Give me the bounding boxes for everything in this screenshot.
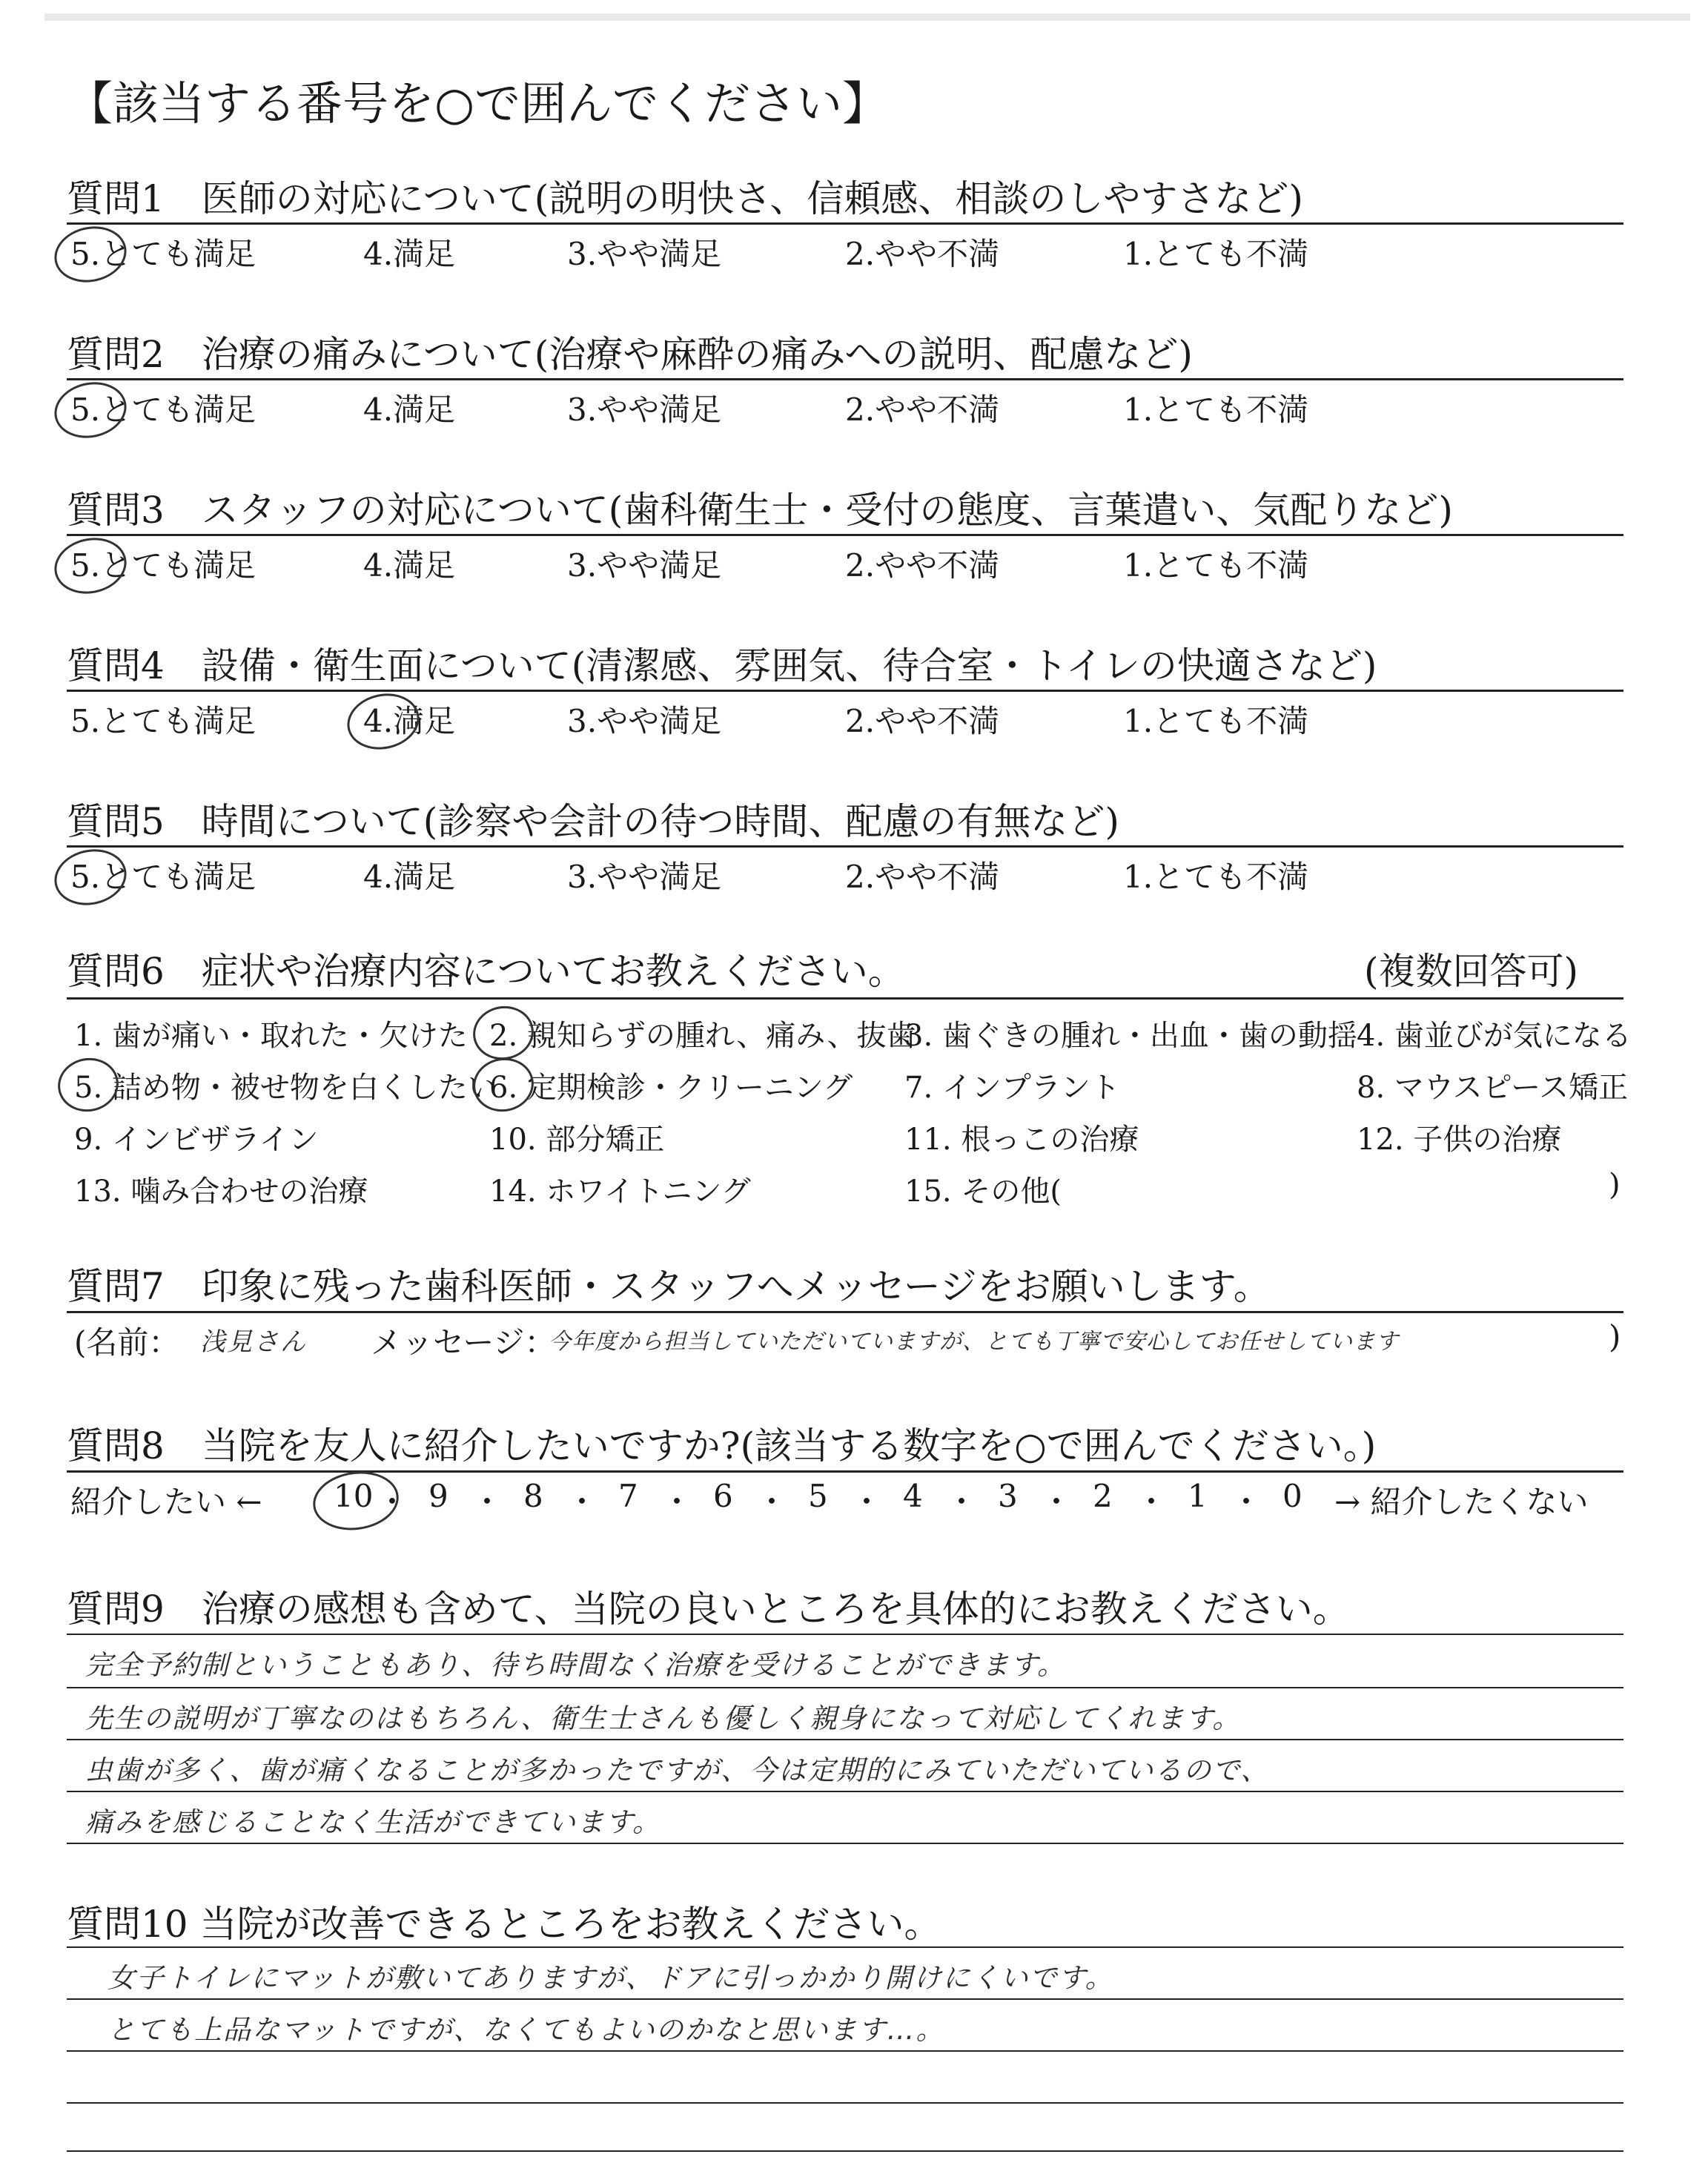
q10-rule-5	[67, 2150, 1623, 2152]
q3-rule	[67, 534, 1623, 536]
q7-rule	[67, 1311, 1623, 1313]
q8-separator: ・	[1231, 1484, 1262, 1520]
q9-answer-line-3[interactable]: 虫歯が多く、歯が痛くなることが多かったですが、今は定期的にみていただいているので、	[85, 1754, 1270, 1786]
q8-separator: ・	[1041, 1484, 1073, 1520]
q1-rule	[67, 222, 1623, 225]
q8-option-10[interactable]: 10	[334, 1478, 374, 1514]
q9-rule-2	[67, 1687, 1623, 1688]
q8-option-4[interactable]: 4	[903, 1478, 923, 1514]
q4-title: 質問4 設備・衛生面について(清潔感、雰囲気、待合室・トイレの快適さなど)	[67, 644, 1377, 687]
q6-selected-circle-5	[53, 1053, 122, 1116]
q4-option-1[interactable]: 1.とても不満	[1123, 703, 1309, 739]
q8-option-8[interactable]: 8	[523, 1478, 543, 1514]
q1-option-4[interactable]: 4.満足	[363, 236, 456, 272]
q9-rule-5	[67, 1843, 1623, 1844]
q1-option-2[interactable]: 2.やや不満	[845, 236, 1000, 272]
q6-other-close-paren: )	[1609, 1168, 1621, 1202]
q6-option-15[interactable]: 15. その他(	[904, 1175, 1062, 1209]
q8-option-2[interactable]: 2	[1093, 1478, 1113, 1514]
q8-separator: ・	[946, 1484, 978, 1520]
q6-option-10[interactable]: 10. 部分矯正	[489, 1123, 665, 1157]
q4-option-3[interactable]: 3.やや満足	[567, 703, 722, 739]
q8-option-1[interactable]: 1	[1188, 1478, 1208, 1514]
q10-answer-line-2[interactable]: とても上品なマットですが、なくてもよいのかなと思います…。	[107, 2014, 945, 2046]
q8-option-6[interactable]: 6	[713, 1478, 733, 1514]
q9-title: 質問9 治療の感想も含めて、当院の良いところを具体的にお教えください。	[67, 1588, 1350, 1631]
scan-edge	[44, 13, 1690, 21]
q1-option-5[interactable]: 5.とても満足	[70, 236, 256, 272]
q8-separator: ・	[377, 1484, 408, 1520]
q6-rule	[67, 997, 1623, 1000]
q10-answer-line-1[interactable]: 女子トイレにマットが敷いてありますが、ドアに引っかかり開けにくいです。	[107, 1962, 1114, 1994]
q2-option-5[interactable]: 5.とても満足	[70, 392, 256, 428]
q8-separator: ・	[851, 1484, 883, 1520]
q8-left-label: 紹介したい ←	[70, 1484, 262, 1520]
q7-message-label: メッセージ：	[371, 1324, 556, 1361]
q10-rule-2	[67, 1998, 1623, 2000]
q4-option-4[interactable]: 4.満足	[363, 703, 456, 739]
page-heading: 【該当する番号を○で囲んでください】	[67, 76, 889, 131]
q1-option-1[interactable]: 1.とても不満	[1123, 236, 1309, 272]
q5-option-2[interactable]: 2.やや不満	[845, 859, 1000, 895]
q6-option-13[interactable]: 13. 噛み合わせの治療	[74, 1175, 368, 1209]
q4-option-5[interactable]: 5.とても満足	[70, 703, 256, 739]
q6-option-3[interactable]: 3. 歯ぐきの腫れ・出血・歯の動揺	[904, 1019, 1357, 1053]
q2-rule	[67, 378, 1623, 380]
q5-option-5[interactable]: 5.とても満足	[70, 859, 256, 895]
q2-option-1[interactable]: 1.とても不満	[1123, 392, 1309, 428]
q9-answer-line-2[interactable]: 先生の説明が丁寧なのはもちろん、衛生士さんも優しく親身になって対応してくれます。	[85, 1702, 1242, 1734]
q5-rule	[67, 845, 1623, 848]
q6-selected-circle-6	[469, 1053, 537, 1116]
q8-option-0[interactable]: 0	[1282, 1478, 1302, 1514]
q9-rule-1	[67, 1634, 1623, 1635]
q8-option-3[interactable]: 3	[998, 1478, 1018, 1514]
q8-separator: ・	[661, 1484, 693, 1520]
q8-option-9[interactable]: 9	[428, 1478, 448, 1514]
q10-rule-4	[67, 2102, 1623, 2104]
q2-option-4[interactable]: 4.満足	[363, 392, 456, 428]
q2-title: 質問2 治療の痛みについて(治療や麻酔の痛みへの説明、配慮など)	[67, 333, 1193, 376]
q3-option-1[interactable]: 1.とても不満	[1123, 547, 1309, 584]
q6-option-4[interactable]: 4. 歯並びが気になる	[1357, 1019, 1632, 1053]
q8-option-5[interactable]: 5	[808, 1478, 828, 1514]
q3-option-5[interactable]: 5.とても満足	[70, 547, 256, 584]
q10-rule-3	[67, 2050, 1623, 2052]
q3-title: 質問3 スタッフの対応について(歯科衛生士・受付の態度、言葉遣い、気配りなど)	[67, 489, 1453, 532]
q5-option-3[interactable]: 3.やや満足	[567, 859, 722, 895]
q6-title: 質問6 症状や治療内容についてお教えください。	[67, 950, 905, 993]
q9-answer-line-1[interactable]: 完全予約制ということもあり、待ち時間なく治療を受けることができます。	[85, 1649, 1067, 1681]
q8-separator: ・	[566, 1484, 598, 1520]
q6-option-7[interactable]: 7. インプラント	[904, 1071, 1120, 1105]
q7-title: 質問7 印象に残った歯科医師・スタッフへメッセージをお願いします。	[67, 1265, 1271, 1308]
q6-option-5[interactable]: 5. 詰め物・被せ物を白くしたい	[74, 1071, 497, 1105]
q4-option-2[interactable]: 2.やや不満	[845, 703, 1000, 739]
q10-rule-1	[67, 1946, 1623, 1948]
q7-name-label: (名前：	[74, 1324, 180, 1361]
q3-option-3[interactable]: 3.やや満足	[567, 547, 722, 584]
q5-option-4[interactable]: 4.満足	[363, 859, 456, 895]
q3-option-4[interactable]: 4.満足	[363, 547, 456, 584]
q7-name-value[interactable]: 浅見さん	[200, 1327, 307, 1357]
q8-right-label: → 紹介したくない	[1334, 1484, 1589, 1520]
q6-option-11[interactable]: 11. 根っこの治療	[904, 1123, 1139, 1157]
q8-title: 質問8 当院を友人に紹介したいですか?(該当する数字を○で囲んでください。)	[67, 1424, 1377, 1467]
q6-selected-circle-2	[469, 1001, 537, 1064]
q9-answer-line-4[interactable]: 痛みを感じることなく生活ができています。	[85, 1806, 662, 1838]
q6-note: (複数回答可)	[1364, 950, 1579, 993]
q10-title: 質問10 当院が改善できるところをお教えください。	[67, 1903, 941, 1946]
q8-rule	[67, 1470, 1623, 1473]
q6-option-14[interactable]: 14. ホワイトニング	[489, 1175, 751, 1209]
q1-option-3[interactable]: 3.やや満足	[567, 236, 722, 272]
q5-title: 質問5 時間について(診察や会計の待つ時間、配慮の有無など)	[67, 800, 1119, 843]
q9-rule-3	[67, 1739, 1623, 1740]
q2-option-2[interactable]: 2.やや不満	[845, 392, 1000, 428]
q8-separator: ・	[471, 1484, 503, 1520]
q1-title: 質問1 医師の対応について(説明の明快さ、信頼感、相談のしやすさなど)	[67, 177, 1303, 220]
q6-option-12[interactable]: 12. 子供の治療	[1357, 1123, 1562, 1157]
q6-option-8[interactable]: 8. マウスピース矯正	[1357, 1071, 1629, 1105]
q7-message-value[interactable]: 今年度から担当していただいていますが、とても丁寧で安心してお任せしています	[549, 1329, 1399, 1355]
q6-option-6[interactable]: 6. 定期検診・クリーニング	[489, 1071, 853, 1105]
q2-option-3[interactable]: 3.やや満足	[567, 392, 722, 428]
q9-rule-4	[67, 1791, 1623, 1792]
q6-option-2[interactable]: 2. 親知らずの腫れ、痛み、抜歯	[489, 1019, 916, 1053]
q7-close-paren: )	[1609, 1318, 1621, 1355]
q8-separator: ・	[1136, 1484, 1168, 1520]
q4-rule	[67, 690, 1623, 692]
q8-option-7[interactable]: 7	[618, 1478, 638, 1514]
q6-option-1[interactable]: 1. 歯が痛い・取れた・欠けた	[74, 1019, 468, 1053]
q6-option-9[interactable]: 9. インビザライン	[74, 1123, 319, 1157]
q8-separator: ・	[756, 1484, 788, 1520]
q5-option-1[interactable]: 1.とても不満	[1123, 859, 1309, 895]
q3-option-2[interactable]: 2.やや不満	[845, 547, 1000, 584]
